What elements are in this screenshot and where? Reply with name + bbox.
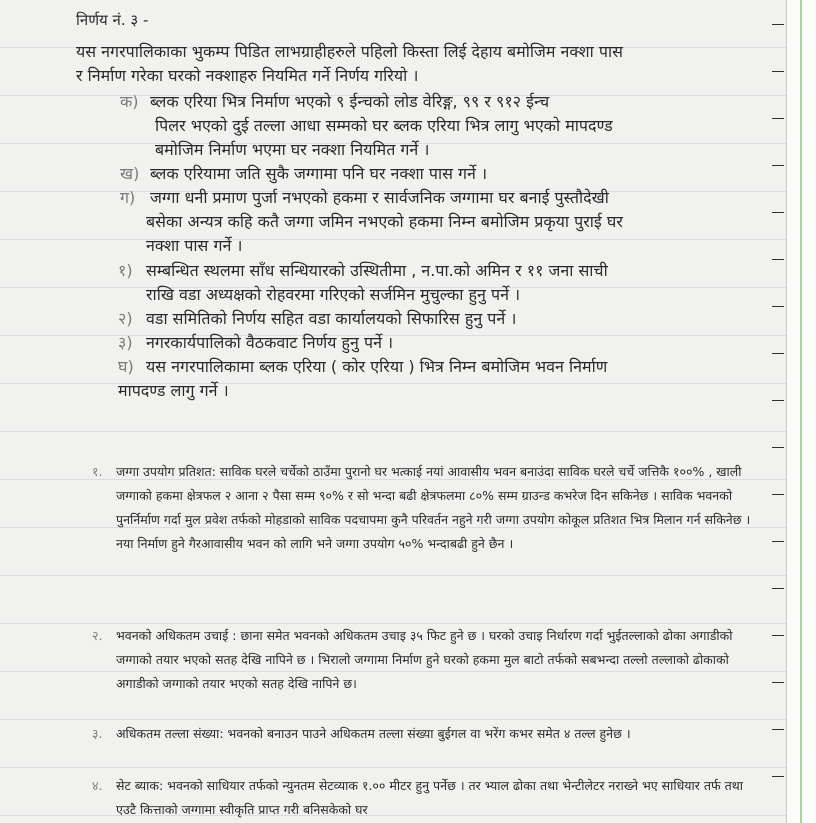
item-marker-1: १) (118, 261, 133, 280)
item-kha-line-1: ब्लक एरियामा जति सुकै जग्गामा पनि घर नक्शा पास गर्ने । (150, 164, 488, 183)
rule-marker-2: २. (92, 628, 103, 643)
margin-tick (772, 212, 784, 213)
item-1-line-2: राखि वडा अध्यक्षको रोहवरमा गरिएको सर्जमिन मुचुल्का हुनु पर्ने । (146, 285, 521, 304)
margin-tick (772, 682, 784, 683)
item-2-line-1: वडा समितिको निर्णय सहित वडा कार्यालयको सिफारिस हुनु पर्ने । (146, 309, 517, 328)
item-ga-line-2: बसेका अन्यत्र कहि कतै जग्गा जमिन नभएको हकमा निम्न बमोजिम प्रकृया पुराई घर (146, 212, 623, 231)
item-marker-kha: ख) (120, 164, 140, 183)
rule-marker-4: ४. (92, 778, 103, 793)
margin-tick (772, 588, 784, 589)
margin-tick (772, 400, 784, 401)
margin-green-rule (800, 0, 802, 823)
rule-2-text: भवनको अधिकतम उचाई : छाना समेत भवनको अधिकतम उचाइ ३५ फिट हुने छ । घरको उचाइ निर्धारण गर्दा भुईतल्लाको ढोका अगाडीको जग्गाको तयार भएको सतह देखि नापिने छ । भिरालो जग्गामा निर्माण हुने घरको हकमा मुल बाटो तर्फको सबभन्दा तल्लो तल्लाको ढोकाको अगाडीको जग्गाको तयार भएको सतह देखि नापिने छ। (116, 628, 733, 691)
margin-tick (772, 353, 784, 354)
margin-tick (772, 447, 784, 448)
margin-tick (772, 118, 784, 119)
margin-tick (772, 71, 784, 72)
margin-tick (772, 494, 784, 495)
item-3-line-1: नगरकार्यपालिको वैठकवाट निर्णय हुनु पर्ने । (146, 333, 394, 352)
item-ga-line-1: जग्गा धनी प्रमाण पुर्जा नभएको हकमा र सार्वजनिक जग्गामा घर बनाई पुस्तौदेखी (150, 188, 609, 207)
item-marker-ga: ग) (120, 188, 136, 207)
decision-heading: निर्णय नं. ३ - (76, 11, 149, 29)
item-ka-line-3: बमोजिम निर्माण भएमा घर नक्शा नियमित गर्ने । (155, 140, 430, 159)
rule-3-text: अधिकतम तल्ला संख्या: भवनको बनाउन पाउने अधिकतम तल्ला संख्या बुईगल वा भरेंग कभर समेत ४ तल्ल हुनेछ । (116, 726, 631, 741)
item-marker-3: ३) (118, 333, 133, 352)
intro-line-1: यस नगरपालिकाका भुकम्प पिडित लाभग्राहीहरुले पहिलो किस्ता लिई देहाय बमोजिम नक्शा पास (76, 42, 623, 61)
item-marker-gha: घ) (118, 357, 134, 376)
item-gha-line-2: मापदण्ड लागु गर्ने । (118, 381, 229, 400)
rule-4-text: सेट ब्याक: भवनको साधियार तर्फको न्युनतम सेटव्याक १.०० मीटर हुनु पर्नेछ । तर भ्याल ढोका तथा भेन्टीलेटर नराख्ने भए साधियार तर्फ तथा एउटै कित्ताको जग्गामा स्वीकृति प्राप्त गरी बनिसकेको घर (116, 778, 743, 817)
intro-line-2: र निर्माण गरेका घरको नक्शाहरु नियमित गर्ने निर्णय गरियो । (76, 66, 419, 85)
item-ka-line-2: पिलर भएको दुई तल्ला आधा सम्मको घर ब्लक एरिया भित्र लागु भएको मापदण्ड (155, 116, 613, 135)
margin-tick (772, 24, 784, 25)
margin-tick (772, 165, 784, 166)
item-marker-2: २) (118, 309, 133, 328)
item-gha-line-1: यस नगरपालिकामा ब्लक एरिया ( कोर एरिया ) भित्र निम्न बमोजिम भवन निर्माण (146, 357, 608, 376)
rule-marker-3: ३. (92, 726, 103, 741)
margin-tick (772, 306, 784, 307)
margin-tick (772, 259, 784, 260)
item-marker-ka: क) (120, 92, 139, 111)
item-ga-line-3: नक्शा पास गर्ने । (146, 236, 243, 255)
margin-tick (772, 776, 784, 777)
margin-tick (772, 635, 784, 636)
margin-tick (772, 729, 784, 730)
rule-marker-1: १. (92, 464, 103, 479)
item-ka-line-1: ब्लक एरिया भित्र निर्माण भएको ९ ईन्चको लोड वेरिङ्ग, ९९ र ९१२ ईन्च (150, 92, 550, 111)
margin-tick (772, 541, 784, 542)
rule-1-text: जग्गा उपयोग प्रतिशत: साविक घरले चर्चेको ठाउँमा पुरानो घर भत्काई नयां आवासीय भवन बनाउंदा साविक घरले चर्चे जत्तिकै १००% , खाली जग्गाको हकमा क्षेत्रफल २ आना २ पैसा सम्म ९०% र सो भन्दा बढी क्षेत्रफलमा ८०% सम्म ग्राउन्ड कभरेज दिन सकिनेछ । साविक भवनको पुनर्निर्माण गर्दा मुल प्रवेश तर्फको मोहडाको साविक पदचापमा कुनै परिवर्तन नहुने गरी जग्गा उपयोग कोकूल प्रतिशत भित्र मिलान गर्न सकिनेछ । नया निर्माण हुने गैरआवासीय भवन को लागि भने जग्गा उपयोग ५०% भन्दाबढी हुने छैन । (116, 464, 751, 551)
item-1-line-1: सम्बन्धित स्थलमा साँध सन्धियारको उस्थितीमा , न.पा.को अमिन र ११ जना साची (146, 261, 608, 280)
